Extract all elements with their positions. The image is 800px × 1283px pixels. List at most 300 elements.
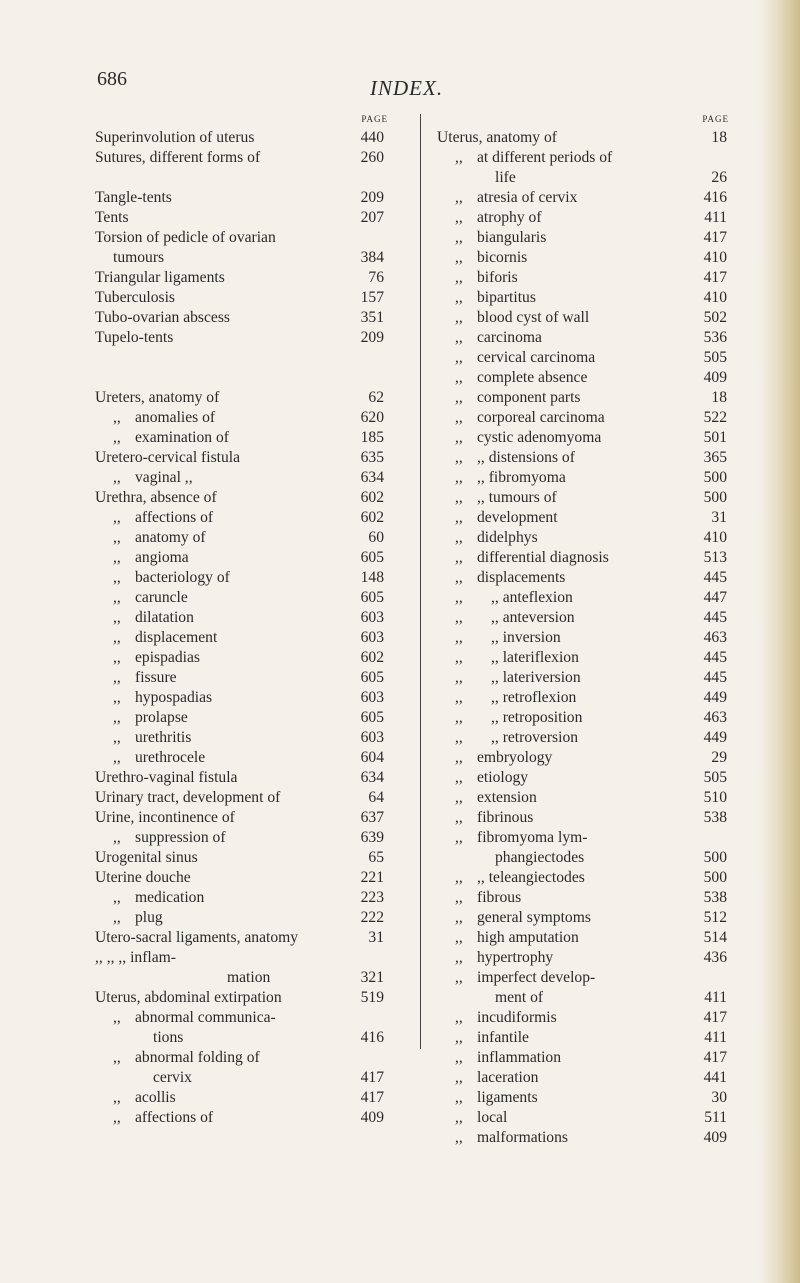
entry-term: ,, lateriversion — [491, 669, 581, 686]
entry-text — [95, 1088, 365, 1108]
entry-page-number: 522 — [703, 409, 727, 426]
entry-term-line — [95, 808, 365, 828]
entry-page-number: 185 — [360, 429, 384, 446]
entry-page-number: 209 — [360, 329, 384, 346]
ditto-mark: ,, — [455, 749, 463, 766]
index-entry — [95, 788, 420, 808]
entry-term: atresia of cervix — [477, 189, 578, 206]
entry-text — [437, 1088, 717, 1108]
index-entry — [437, 148, 767, 188]
entry-page-number: 65 — [368, 849, 384, 866]
entry-text — [95, 568, 365, 588]
entry-term: ,, inversion — [491, 629, 561, 646]
ditto-mark: ,, — [455, 429, 463, 446]
index-entry — [437, 1048, 767, 1068]
entry-term-line — [437, 288, 717, 308]
entry-term-line — [437, 728, 717, 748]
column-header: PAGE — [702, 114, 729, 124]
index-entry — [95, 648, 420, 668]
entry-term: dilatation — [135, 609, 194, 626]
ditto-mark: ,, — [113, 649, 121, 666]
entry-page-number: 411 — [704, 209, 727, 226]
ditto-mark: ,, — [455, 289, 463, 306]
entry-page-number: 62 — [368, 389, 384, 406]
ditto-mark: ,, — [455, 829, 463, 846]
entry-page-number: 605 — [360, 709, 384, 726]
entry-text — [95, 228, 365, 268]
entry-term: corporeal carcinoma — [477, 409, 605, 426]
index-column-left — [95, 114, 420, 1128]
entry-term: malformations — [477, 1129, 568, 1146]
entry-term-line — [437, 388, 717, 408]
index-entry — [437, 548, 767, 568]
entry-term-line — [95, 868, 365, 888]
entry-text — [437, 328, 717, 348]
index-entry — [437, 948, 767, 968]
running-head: INDEX. — [370, 76, 444, 100]
entry-page-number: 603 — [360, 729, 384, 746]
entry-term-line — [95, 928, 365, 948]
entry-term-line — [437, 248, 717, 268]
entry-term-line — [437, 308, 717, 328]
entry-term-line — [95, 268, 365, 288]
entry-page-number: 18 — [711, 129, 727, 146]
entry-term: ,, ,, ,, inflam- — [95, 949, 176, 966]
ditto-mark: ,, — [455, 409, 463, 426]
entry-text — [95, 828, 365, 848]
entry-term: affections of — [135, 509, 214, 526]
ditto-mark: ,, — [455, 969, 463, 986]
entry-term: Tubo-ovarian abscess — [95, 309, 230, 326]
ditto-mark: ,, — [113, 909, 121, 926]
entry-text — [437, 788, 717, 808]
entry-text — [437, 588, 717, 608]
entry-term-line — [95, 288, 365, 308]
entry-term: Uretero-cervical fistula — [95, 449, 241, 466]
entry-text — [95, 548, 365, 568]
entry-page-number: 410 — [703, 289, 727, 306]
ditto-mark: ,, — [455, 609, 463, 626]
entry-term-line — [95, 788, 365, 808]
entry-term: ,, retroposition — [491, 709, 583, 726]
ditto-mark: ,, — [113, 829, 121, 846]
entry-term: Tangle-tents — [95, 189, 172, 206]
entry-text — [437, 188, 717, 208]
entry-term-line — [95, 888, 365, 908]
entry-term-line — [95, 228, 365, 248]
entry-term: ,, distensions of — [477, 449, 575, 466]
entry-page-number: 31 — [711, 509, 727, 526]
entry-term-line — [95, 188, 365, 208]
entry-page-number: 417 — [703, 1009, 727, 1026]
entry-term-line — [437, 408, 717, 428]
entry-page-number: 31 — [368, 929, 384, 946]
index-entry — [437, 268, 767, 288]
entry-term-line — [437, 228, 717, 248]
ditto-mark: ,, — [455, 569, 463, 586]
entry-page-number: 417 — [703, 269, 727, 286]
ditto-mark: ,, — [455, 669, 463, 686]
entry-term: examination of — [135, 429, 229, 446]
entry-page-number: 417 — [360, 1089, 384, 1106]
index-entry — [437, 788, 767, 808]
entry-term: development — [477, 509, 558, 526]
entry-term: vaginal ,, — [135, 469, 193, 486]
entry-text — [95, 788, 365, 808]
entry-term: Tuberculosis — [95, 289, 176, 306]
entry-page-number: 445 — [703, 649, 727, 666]
ditto-mark: ,, — [455, 489, 463, 506]
entry-page-number: 445 — [703, 609, 727, 626]
index-entry — [95, 588, 420, 608]
entry-page-number: 411 — [704, 1029, 727, 1046]
entry-term-line — [437, 908, 717, 928]
entry-page-number: 441 — [703, 1069, 727, 1086]
entry-page-number: 410 — [703, 529, 727, 546]
index-entry — [95, 488, 420, 508]
entry-term-line — [95, 1088, 365, 1108]
entry-page-number: 409 — [703, 369, 727, 386]
entry-term: ,, anteflexion — [491, 589, 573, 606]
index-entry — [437, 728, 767, 748]
index-entry — [437, 328, 767, 348]
entry-text — [437, 1068, 717, 1088]
ditto-mark: ,, — [113, 589, 121, 606]
index-entry — [437, 708, 767, 728]
entry-term-line — [95, 328, 365, 348]
entry-term-line — [437, 188, 717, 208]
entry-page-number: 505 — [703, 349, 727, 366]
entry-page-number: 445 — [703, 569, 727, 586]
entry-text — [437, 468, 717, 488]
entry-text — [95, 1008, 365, 1048]
entry-term-line — [437, 788, 717, 808]
entry-term: inflammation — [477, 1049, 562, 1066]
entry-term: general symptoms — [477, 909, 591, 926]
ditto-mark: ,, — [455, 869, 463, 886]
entry-term: infantile — [477, 1029, 529, 1046]
entry-term-line — [95, 1008, 365, 1028]
index-entry — [95, 408, 420, 428]
ditto-mark: ,, — [455, 1109, 463, 1126]
entry-page-number: 148 — [360, 569, 384, 586]
ditto-mark: ,, — [455, 1029, 463, 1046]
entry-term-line — [95, 828, 365, 848]
entry-text — [95, 868, 365, 888]
entry-term: ,, retroflexion — [491, 689, 577, 706]
entry-page-number: 409 — [703, 1129, 727, 1146]
index-entry — [437, 608, 767, 628]
entry-term: caruncle — [135, 589, 188, 606]
entry-term: didelphys — [477, 529, 538, 546]
entry-page-number: 76 — [368, 269, 384, 286]
index-entry — [437, 228, 767, 248]
entry-term: extension — [477, 789, 537, 806]
entry-page-number: 445 — [703, 669, 727, 686]
index-entry — [95, 848, 420, 868]
entry-text — [437, 248, 717, 268]
entry-term-line — [437, 568, 717, 588]
index-entry — [437, 808, 767, 828]
entry-page-number: 605 — [360, 589, 384, 606]
entry-term: Superinvolution of uterus — [95, 129, 255, 146]
entry-term: fibrinous — [477, 809, 534, 826]
entry-page-number: 634 — [360, 769, 384, 786]
entry-page-number: 207 — [360, 209, 384, 226]
entry-page-number: 603 — [360, 629, 384, 646]
entry-term: hypospadias — [135, 689, 213, 706]
entry-term-line — [95, 988, 365, 1008]
index-entry — [437, 1108, 767, 1128]
entry-text — [95, 688, 365, 708]
ditto-mark: ,, — [113, 1049, 121, 1066]
entry-term-line — [437, 348, 717, 368]
ditto-mark: ,, — [455, 909, 463, 926]
index-entry — [437, 628, 767, 648]
entry-term: Urethra, absence of — [95, 489, 217, 506]
entry-page-number: 440 — [360, 129, 384, 146]
entry-term-line — [95, 468, 365, 488]
entry-text — [437, 968, 717, 1008]
entry-term-line — [437, 808, 717, 828]
entry-term-line — [437, 148, 717, 168]
ditto-mark: ,, — [455, 689, 463, 706]
entry-term-line — [95, 1108, 365, 1128]
index-entry — [437, 488, 767, 508]
entry-term-line — [95, 608, 365, 628]
entry-term-continuation: life — [495, 169, 516, 186]
index-entry — [95, 828, 420, 848]
entry-term: Tupelo-tents — [95, 329, 174, 346]
entry-term: bipartitus — [477, 289, 536, 306]
entry-term-continuation: phangiectodes — [495, 849, 585, 866]
entry-text — [437, 868, 717, 888]
entry-page-number: 321 — [360, 969, 384, 986]
entry-page-number: 511 — [704, 1109, 727, 1126]
entry-page-number: 365 — [703, 449, 727, 466]
entry-text — [437, 1108, 717, 1128]
entry-term-line — [437, 208, 717, 228]
entry-page-number: 603 — [360, 689, 384, 706]
ditto-mark: ,, — [113, 409, 121, 426]
entry-term-line — [437, 948, 717, 968]
entry-text — [95, 428, 365, 448]
ditto-mark: ,, — [455, 889, 463, 906]
ditto-mark: ,, — [113, 569, 121, 586]
index-entry — [95, 448, 420, 468]
index-entry — [437, 348, 767, 368]
ditto-mark: ,, — [113, 729, 121, 746]
ditto-mark: ,, — [455, 729, 463, 746]
entry-term-line — [95, 388, 365, 408]
entry-term: Urine, incontinence of — [95, 809, 235, 826]
index-entry — [95, 768, 420, 788]
entry-text — [95, 928, 365, 948]
entry-term-line — [437, 448, 717, 468]
entry-page-number: 605 — [360, 549, 384, 566]
ditto-mark: ,, — [455, 949, 463, 966]
entry-term: ligaments — [477, 1089, 538, 1106]
index-entry — [437, 288, 767, 308]
entry-text — [95, 528, 365, 548]
index-entry — [95, 628, 420, 648]
entry-text — [95, 508, 365, 528]
entry-text — [437, 668, 717, 688]
entry-text — [95, 628, 365, 648]
entry-term: suppression of — [135, 829, 226, 846]
ditto-mark: ,, — [113, 749, 121, 766]
entry-term: acollis — [135, 1089, 176, 1106]
entry-term-line — [95, 768, 365, 788]
index-entry — [437, 668, 767, 688]
entry-term: fibromyoma lym- — [477, 829, 588, 846]
entry-term: medication — [135, 889, 205, 906]
entry-term: etiology — [477, 769, 529, 786]
entry-term-line — [95, 708, 365, 728]
entry-term-line — [437, 868, 717, 888]
entry-page-number: 351 — [360, 309, 384, 326]
ditto-mark: ,, — [113, 469, 121, 486]
entry-term: laceration — [477, 1069, 539, 1086]
index-entry — [95, 928, 420, 948]
index-column-right — [420, 114, 767, 1146]
entry-term-line — [95, 588, 365, 608]
entry-term: Uterus, abdominal extirpation — [95, 989, 282, 1006]
entry-term-line — [437, 328, 717, 348]
entry-term: ,, anteversion — [491, 609, 575, 626]
ditto-mark: ,, — [455, 229, 463, 246]
entry-page-number: 500 — [703, 489, 727, 506]
entry-term-line — [95, 488, 365, 508]
entry-term: blood cyst of wall — [477, 309, 590, 326]
entry-term: ,, fibromyoma — [477, 469, 566, 486]
entry-term-line — [437, 548, 717, 568]
entry-term: ,, retroversion — [491, 729, 579, 746]
entry-page-number: 500 — [703, 869, 727, 886]
entry-text — [437, 388, 717, 408]
entry-page-number: 209 — [360, 189, 384, 206]
index-entry — [95, 228, 420, 268]
entry-text — [95, 308, 365, 328]
entry-page-number: 602 — [360, 489, 384, 506]
entry-text — [437, 928, 717, 948]
index-entry — [95, 268, 420, 288]
index-entry — [437, 1128, 767, 1148]
entry-page-number: 538 — [703, 889, 727, 906]
index-entry — [95, 128, 420, 148]
entry-page-number: 463 — [703, 629, 727, 646]
entry-page-number: 416 — [360, 1029, 384, 1046]
ditto-mark: ,, — [113, 1089, 121, 1106]
entry-page-number: 639 — [360, 829, 384, 846]
entry-page-number: 512 — [703, 909, 727, 926]
entry-page-number: 604 — [360, 749, 384, 766]
entry-term: at different periods of — [477, 149, 613, 166]
entry-term-continuation: ment of — [495, 989, 544, 1006]
index-entry — [95, 508, 420, 528]
ditto-mark: ,, — [455, 149, 463, 166]
index-gap — [95, 348, 420, 368]
entry-term: Sutures, different forms of — [95, 149, 261, 166]
entry-text — [437, 508, 717, 528]
entry-page-number: 603 — [360, 609, 384, 626]
index-gap — [95, 368, 420, 388]
entry-text — [437, 948, 717, 968]
index-entry — [437, 648, 767, 668]
entry-page-number: 436 — [703, 949, 727, 966]
index-entry — [95, 1108, 420, 1128]
entry-term-line — [437, 1088, 717, 1108]
entry-term-line — [95, 528, 365, 548]
entry-term: Urethro-vaginal fistula — [95, 769, 238, 786]
entry-text — [437, 128, 717, 148]
entry-term: Tents — [95, 209, 129, 226]
index-entry — [437, 688, 767, 708]
ditto-mark: ,, — [455, 369, 463, 386]
entry-page-number: 260 — [360, 149, 384, 166]
entry-page-number: 514 — [703, 929, 727, 946]
ditto-mark: ,, — [455, 549, 463, 566]
entry-text — [95, 848, 365, 868]
ditto-mark: ,, — [455, 769, 463, 786]
entry-term: bicornis — [477, 249, 528, 266]
entry-text — [437, 208, 717, 228]
ditto-mark: ,, — [113, 1009, 121, 1026]
entry-term-continuation: tions — [153, 1029, 184, 1046]
entry-term: high amputation — [477, 929, 579, 946]
ditto-mark: ,, — [113, 1109, 121, 1126]
entry-term: atrophy of — [477, 209, 542, 226]
ditto-mark: ,, — [455, 269, 463, 286]
entry-page-number: 620 — [360, 409, 384, 426]
entry-text — [437, 708, 717, 728]
entry-term: Uterus, anatomy of — [437, 129, 557, 146]
ditto-mark: ,, — [455, 589, 463, 606]
index-entry — [95, 468, 420, 488]
index-entry — [95, 568, 420, 588]
entry-page-number: 410 — [703, 249, 727, 266]
index-entry — [437, 868, 767, 888]
entry-term: carcinoma — [477, 329, 542, 346]
entry-text — [95, 288, 365, 308]
ditto-mark: ,, — [455, 1049, 463, 1066]
entry-page-number: 417 — [703, 229, 727, 246]
entry-text — [437, 628, 717, 648]
ditto-mark: ,, — [455, 249, 463, 266]
entry-term-line — [437, 488, 717, 508]
entry-term-line — [95, 148, 365, 168]
index-entry — [95, 728, 420, 748]
index-entry — [437, 428, 767, 448]
entry-term-line — [95, 508, 365, 528]
entry-text — [95, 768, 365, 788]
entry-text — [437, 488, 717, 508]
ditto-mark: ,, — [455, 809, 463, 826]
ditto-mark: ,, — [455, 1089, 463, 1106]
index-entry — [95, 308, 420, 328]
index-entry — [95, 888, 420, 908]
entry-term-line — [437, 268, 717, 288]
entry-term-line — [437, 768, 717, 788]
entry-page-number: 29 — [711, 749, 727, 766]
entry-page-number: 64 — [368, 789, 384, 806]
entry-term: differential diagnosis — [477, 549, 609, 566]
entry-term-line — [437, 128, 717, 148]
entry-page-number: 222 — [360, 909, 384, 926]
entry-page-number: 634 — [360, 469, 384, 486]
entry-term-line — [437, 1108, 717, 1128]
entry-text — [95, 708, 365, 728]
